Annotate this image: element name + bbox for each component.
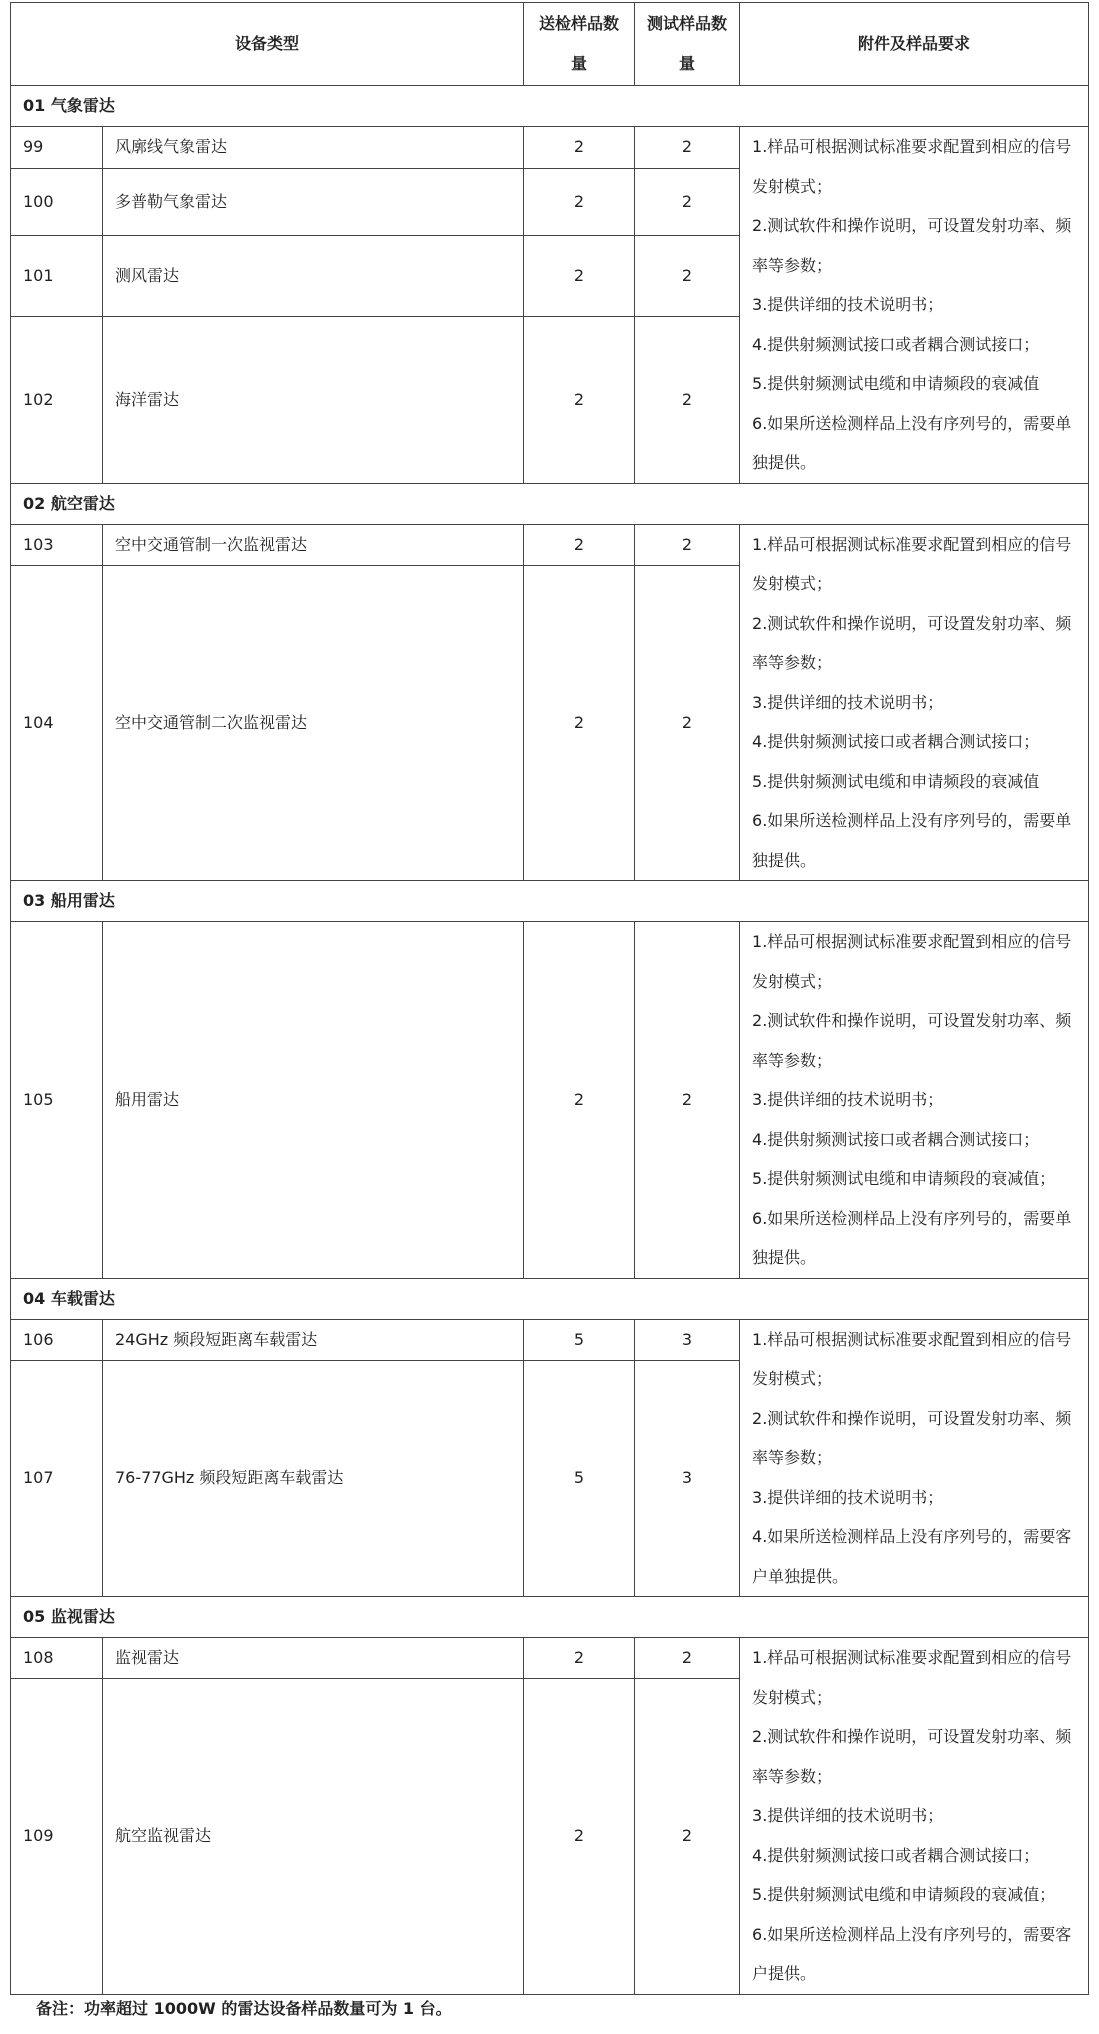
row-test-qty: 2	[635, 127, 740, 169]
section-title: 04 车载雷达	[11, 1278, 1089, 1319]
row-send-qty: 2	[524, 236, 635, 317]
section-row	[11, 483, 1089, 524]
row-test-qty: 2	[635, 524, 740, 565]
requirement-item: 1.样品可根据测试标准要求配置到相应的信号发射模式；	[752, 534, 1072, 593]
row-device-name: 测风雷达	[103, 236, 524, 317]
section-title: 05 监视雷达	[11, 1597, 1089, 1638]
row-device-name: 海洋雷达	[103, 317, 524, 483]
row-test-qty: 2	[635, 236, 740, 317]
row-device-name: 风廓线气象雷达	[103, 127, 524, 169]
row-device-name: 76-77GHz 频段短距离车载雷达	[103, 1360, 524, 1596]
requirements-cell	[740, 524, 1089, 881]
row-device-name: 多普勒气象雷达	[103, 168, 524, 236]
row-id: 101	[11, 236, 103, 317]
section-row	[11, 1597, 1089, 1638]
requirement-item: 3.提供详细的技术说明书；	[752, 295, 944, 314]
requirements-table	[10, 2, 1089, 1995]
requirement-item: 5.提供射频测试电缆和申请频段的衰减值	[752, 771, 1040, 791]
header-send-qty: 送检样品数量	[524, 3, 635, 86]
table-row	[11, 1319, 1089, 1360]
row-send-qty: 5	[524, 1360, 635, 1596]
row-send-qty: 2	[524, 922, 635, 1279]
section-title: 02 航空雷达	[11, 483, 1089, 524]
requirement-item: 1.样品可根据测试标准要求配置到相应的信号发射模式；	[752, 1648, 1072, 1707]
row-test-qty: 3	[635, 1319, 740, 1360]
requirement-item: 4.提供射频测试接口或者耦合测试接口；	[752, 1129, 1040, 1149]
row-id: 106	[11, 1319, 103, 1360]
requirements-cell	[740, 922, 1089, 1279]
requirement-item: 2.测试软件和操作说明，可设置发射功率、频率等参数；	[752, 1727, 1072, 1786]
row-device-name: 船用雷达	[103, 922, 524, 1279]
section-row	[11, 1278, 1089, 1319]
row-id: 102	[11, 317, 103, 483]
row-id: 105	[11, 922, 103, 1279]
requirement-item: 4.提供射频测试接口或者耦合测试接口；	[752, 732, 1040, 751]
requirement-item: 1.样品可根据测试标准要求配置到相应的信号发射模式；	[752, 137, 1072, 196]
row-id: 100	[11, 168, 103, 236]
footnote: 备注：功率超过 1000W 的雷达设备样品数量可为 1 台。	[36, 1999, 452, 2018]
requirement-item: 3.提供详细的技术说明书；	[752, 1806, 944, 1825]
row-test-qty: 2	[635, 168, 740, 236]
table-row	[11, 922, 1089, 1279]
requirement-item: 2.测试软件和操作说明，可设置发射功率、频率等参数；	[752, 216, 1072, 275]
requirements-cell	[740, 1319, 1089, 1597]
table-row	[11, 127, 1089, 169]
row-device-name: 空中交通管制二次监视雷达	[103, 565, 524, 880]
requirement-item: 5.提供射频测试电缆和申请频段的衰减值；	[752, 1169, 1056, 1188]
requirement-item: 5.提供射频测试电缆和申请频段的衰减值；	[752, 1885, 1056, 1904]
row-send-qty: 2	[524, 524, 635, 565]
row-send-qty: 2	[524, 565, 635, 880]
row-send-qty: 2	[524, 317, 635, 483]
row-send-qty: 2	[524, 168, 635, 236]
header-type: 设备类型	[11, 3, 524, 86]
row-id: 109	[11, 1679, 103, 1994]
requirement-item: 6.如果所送检测样品上没有序列号的，需要单独提供。	[752, 413, 1072, 472]
table-row	[11, 524, 1089, 565]
header-row	[11, 3, 1089, 86]
requirement-item: 3.提供详细的技术说明书；	[752, 692, 944, 712]
row-test-qty: 2	[635, 565, 740, 880]
row-id: 108	[11, 1638, 103, 1679]
requirement-item: 6.如果所送检测样品上没有序列号的，需要客户提供。	[752, 1924, 1072, 1983]
requirement-item: 3.提供详细的技术说明书；	[752, 1090, 944, 1109]
section-row	[11, 881, 1089, 922]
row-test-qty: 2	[635, 317, 740, 483]
table-row	[11, 1638, 1089, 1679]
section-title: 01 气象雷达	[11, 86, 1089, 127]
row-send-qty: 5	[524, 1319, 635, 1360]
requirement-item: 4.提供射频测试接口或者耦合测试接口；	[752, 334, 1040, 354]
requirement-item: 1.样品可根据测试标准要求配置到相应的信号发射模式；	[752, 1329, 1072, 1388]
requirement-item: 2.测试软件和操作说明，可设置发射功率、频率等参数；	[752, 1011, 1072, 1070]
requirement-item: 2.测试软件和操作说明，可设置发射功率、频率等参数；	[752, 1408, 1072, 1467]
row-send-qty: 2	[524, 127, 635, 169]
requirement-item: 2.测试软件和操作说明，可设置发射功率、频率等参数；	[752, 613, 1072, 672]
row-test-qty: 3	[635, 1360, 740, 1596]
row-test-qty: 2	[635, 1679, 740, 1994]
row-device-name: 航空监视雷达	[103, 1679, 524, 1994]
requirement-item: 5.提供射频测试电缆和申请频段的衰减值	[752, 374, 1040, 393]
row-test-qty: 2	[635, 1638, 740, 1679]
table-body	[11, 86, 1089, 1995]
header-test-qty: 测试样品数量	[635, 3, 740, 86]
requirement-item: 4.提供射频测试接口或者耦合测试接口；	[752, 1845, 1040, 1865]
table-container	[10, 2, 1088, 1995]
row-id: 104	[11, 565, 103, 880]
row-device-name: 24GHz 频段短距离车载雷达	[103, 1319, 524, 1360]
row-test-qty: 2	[635, 922, 740, 1279]
requirements-cell	[740, 1638, 1089, 1995]
row-device-name: 空中交通管制一次监视雷达	[103, 524, 524, 565]
header-requirements: 附件及样品要求	[740, 3, 1089, 86]
row-id: 107	[11, 1360, 103, 1596]
requirement-item: 6.如果所送检测样品上没有序列号的，需要单独提供。	[752, 811, 1072, 870]
section-title: 03 船用雷达	[11, 881, 1089, 922]
section-row	[11, 86, 1089, 127]
row-send-qty: 2	[524, 1679, 635, 1994]
requirement-item: 4.如果所送检测样品上没有序列号的，需要客户单独提供。	[752, 1527, 1072, 1586]
row-device-name: 监视雷达	[103, 1638, 524, 1679]
requirements-cell	[740, 127, 1089, 484]
row-send-qty: 2	[524, 1638, 635, 1679]
requirement-item: 1.样品可根据测试标准要求配置到相应的信号发射模式；	[752, 932, 1072, 991]
row-id: 103	[11, 524, 103, 565]
requirement-item: 6.如果所送检测样品上没有序列号的，需要单独提供。	[752, 1208, 1072, 1267]
row-id: 99	[11, 127, 103, 169]
requirement-item: 3.提供详细的技术说明书；	[752, 1487, 944, 1507]
